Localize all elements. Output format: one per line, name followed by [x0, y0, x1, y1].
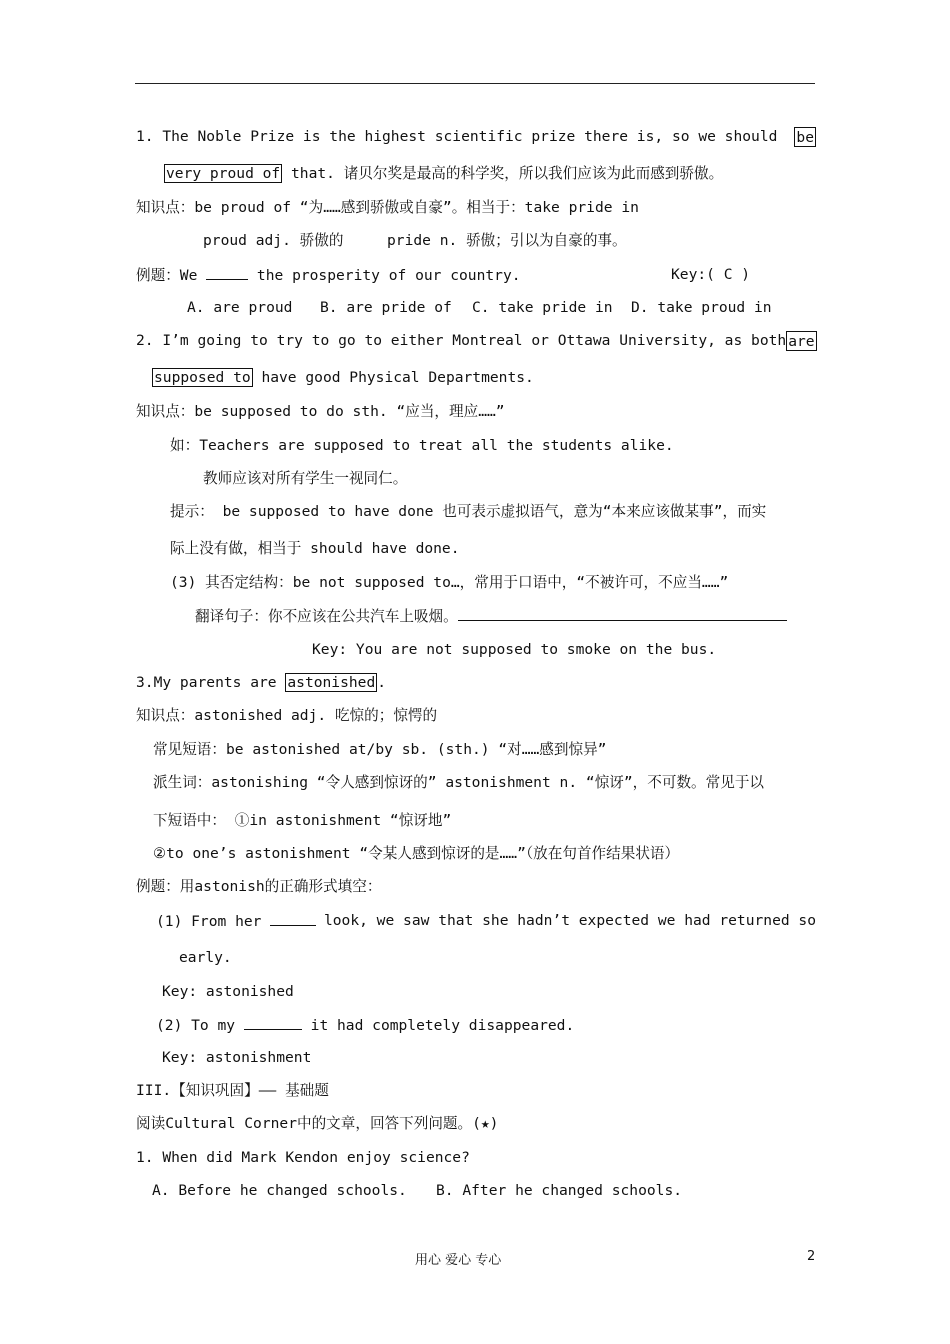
item1-pride-def: pride n. 骄傲；引以为自豪的事。 — [387, 232, 627, 249]
item3-derivatives-line1: 派生词：astonishing “令人感到惊讶的” astonishment n. “惊讶”，不可数。常见于以 — [153, 774, 765, 791]
boxed-phrase-very-proud-of: very proud of — [166, 165, 281, 182]
item1-option-c: C. take pride in — [472, 299, 613, 316]
footer-motto: 用心 爱心 专心 — [415, 1253, 502, 1268]
boxed-phrase-supposed-to: supposed to — [154, 369, 251, 386]
item1-proud-def: proud adj. 骄傲的 — [203, 232, 344, 249]
item3-key2: Key: astonishment — [162, 1049, 312, 1066]
item2-tip-line2: 际上没有做，相当于 should have done. — [170, 540, 460, 557]
item1-sentence-start: 1. The Noble Prize is the highest scientific prize there is, so we should — [136, 128, 778, 145]
boxed-phrase-are: are — [788, 333, 815, 350]
boxed-phrase-be: be — [796, 129, 814, 146]
item3-question1: (1) From her look, we saw that she hadn’t expected we had returned so — [156, 912, 816, 930]
item1-line2 — [164, 164, 723, 184]
item2-line2 — [152, 368, 534, 388]
item2-tip-line1: 提示： be supposed to have done 也可表示虚拟语气，意为“本来应该做某事”，而实 — [170, 503, 767, 520]
item3-knowledge-point: 知识点：astonished adj. 吃惊的；惊愕的 — [136, 707, 438, 724]
page-number: 2 — [807, 1249, 816, 1264]
item1-option-b: B. are pride of — [320, 299, 452, 316]
item2-translate: 翻译句子：你不应该在公共汽车上吸烟。 — [195, 606, 787, 626]
boxed-word-astonished: astonished — [287, 674, 376, 691]
section-heading: III.【知识巩固】—— 基础题 — [136, 1082, 329, 1099]
item2-sentence-end: have good Physical Departments. — [252, 369, 534, 386]
item1-example: 例题：We the prosperity of our country. — [136, 267, 521, 284]
header-rule — [135, 83, 815, 84]
answer-blank — [270, 911, 316, 926]
item2-negative-form: (3) 其否定结构：be not supposed to…，常用于口语中，“不被许可，不应当……” — [170, 574, 729, 591]
answer-blank — [244, 1015, 302, 1030]
item3-phrase: 常见短语：be astonished at/by sb. (sth.) “对……感到惊异” — [153, 741, 607, 758]
item3-key1: Key: astonished — [162, 983, 294, 1000]
item2-example-cn: 教师应该对所有学生一视同仁。 — [203, 470, 408, 487]
item1-knowledge-point: 知识点：be proud of “为……感到骄傲或自豪”。相当于：take pride in — [136, 199, 639, 216]
item1-line1 — [136, 127, 816, 147]
item2-line1 — [136, 331, 816, 351]
item3-derivatives-line3: ②to one’s astonishment “令某人感到惊讶的是……”（放在句首作结果状语） — [153, 845, 680, 862]
item1-key: Key:( C ) — [671, 266, 751, 283]
section-question1-option-b: B. After he changed schools. — [436, 1182, 683, 1199]
item1-option-d: D. take proud in — [631, 299, 772, 316]
item3-example-title: 例题：用astonish的正确形式填空： — [136, 878, 382, 895]
item2-example: 如：Teachers are supposed to treat all the students alike. — [170, 437, 674, 454]
item2-key: Key: You are not supposed to smoke on the bus. — [312, 641, 717, 658]
item2-sentence-start: 2. I’m going to try to go to either Montreal or Ottawa University, as both — [136, 332, 787, 349]
section-instruction: 阅读Cultural Corner中的文章，回答下列问题。(★) — [136, 1115, 499, 1132]
section-question1-option-a: A. Before he changed schools. — [152, 1182, 407, 1199]
item1-option-a: A. are proud — [187, 299, 293, 316]
translation-blank — [458, 606, 787, 621]
section-question1: 1. When did Mark Kendon enjoy science? — [136, 1149, 470, 1166]
item2-knowledge-point: 知识点：be supposed to do sth. “应当，理应……” — [136, 403, 505, 420]
answer-blank — [206, 265, 248, 280]
item1-sentence-end: that. 诸贝尔奖是最高的科学奖，所以我们应该为此而感到骄傲。 — [282, 165, 724, 182]
item3-derivatives-line2: 下短语中： ①in astonishment “惊讶地” — [153, 812, 452, 829]
item3-question2: (2) To my it had completely disappeared. — [156, 1017, 575, 1034]
item3-question1-end: early. — [179, 949, 232, 966]
item3-line1: 3.My parents are astonished . — [136, 674, 387, 691]
